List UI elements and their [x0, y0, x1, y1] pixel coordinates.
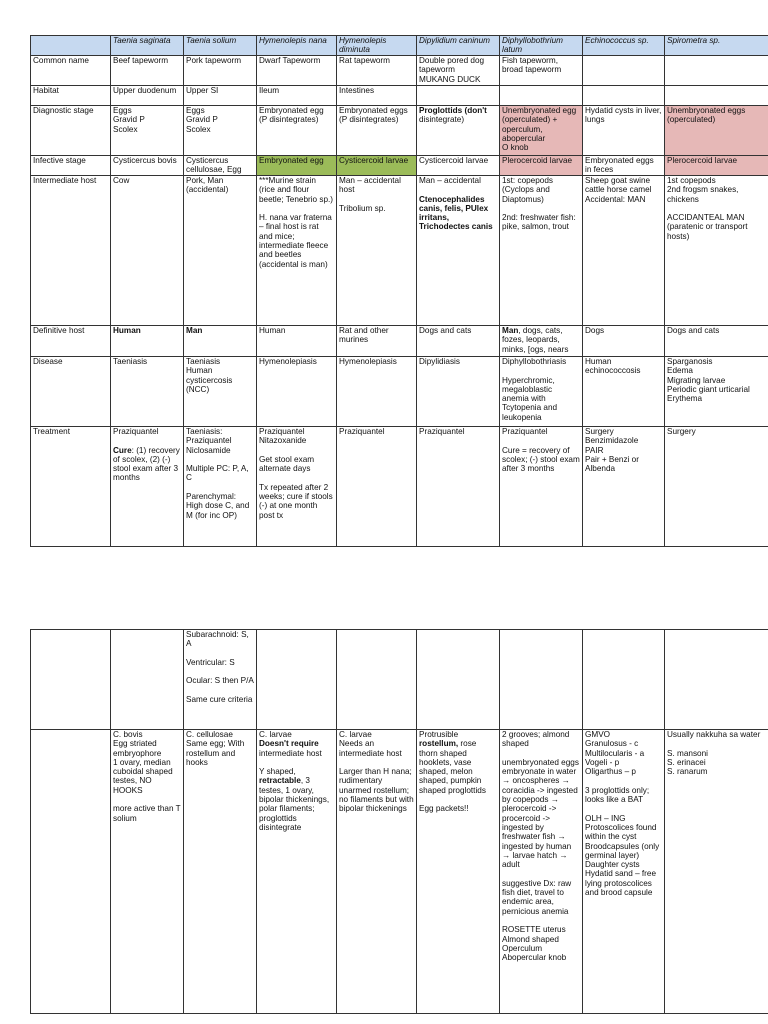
table-cell: Diphyllobothriasis Hyperchromic, megaloblastic anemia with Tcytopenia and leukopenia: [500, 357, 583, 427]
table-cell: Pork tapeworm: [184, 56, 257, 86]
table-cell: [500, 326, 583, 357]
table-cell: [417, 630, 500, 730]
cell-text: rose thorn shaped hooklets, vase shaped, melon shaped, pumpkin shaped proglottids Egg packets!!: [419, 739, 486, 814]
table-cell: C. bovis Egg striated embryophore 1 ovary, median cuboidal shaped testes, NO HOOKS more active than T solium: [111, 730, 184, 1014]
cell-text: intermediate host Y shaped,: [259, 748, 322, 777]
table-cell-highlight: Cysticercoid larvae: [337, 156, 417, 176]
row-label: Common name: [31, 56, 111, 86]
table-cell: Taeniasis Human cysticercosis (NCC): [184, 357, 257, 427]
table-cell: [500, 86, 583, 106]
table-cell-highlight: Plerocercoid larvae: [665, 156, 768, 176]
bold-text: Ctenocephalides canis, felis, PUlex irritans, Trichodectes canis: [419, 194, 493, 232]
table-cell: [111, 630, 184, 730]
table-cell: [665, 86, 768, 106]
table-cell: Praziquantel Cure = recovery of scolex; (-) stool exam after 3 months: [500, 427, 583, 547]
table-cell: Subarachnoid: S, A Ventricular: S Ocular: S then P/A Same cure criteria: [184, 630, 257, 730]
row-label: Habitat: [31, 86, 111, 106]
table-cell: [257, 630, 337, 730]
tapeworm-continuation-table: [30, 629, 768, 1014]
bold-text: Man: [502, 326, 519, 335]
row-disease: [31, 357, 768, 427]
table-cell: Sparganosis Edema Migrating larvae Periodic giant urticarial Erythema: [665, 357, 768, 427]
table-cell: [417, 106, 500, 156]
table-cell: Rat tapeworm: [337, 56, 417, 86]
cell-text: Praziquantel: [113, 427, 159, 436]
cell-text: Man – accidental: [419, 176, 481, 185]
table-cell: Praziquantel: [337, 427, 417, 547]
header-spirometra: Spirometra sp.: [665, 36, 768, 56]
cell-text: Protrusible: [419, 730, 459, 739]
table-cell: Hymenolepiasis: [257, 357, 337, 427]
table-cell-highlight: Plerocercoid larvae: [500, 156, 583, 176]
table-cell: Rat and other murines: [337, 326, 417, 357]
table-cell: Beef tapeworm: [111, 56, 184, 86]
continuation-row-2: [31, 730, 768, 1014]
table-cell: [665, 630, 768, 730]
table-cell: Pork, Man (accidental): [184, 176, 257, 326]
table-cell: [337, 630, 417, 730]
table-cell: Dogs and cats: [665, 326, 768, 357]
table-cell: Cysticercus cellulosae, Egg: [184, 156, 257, 176]
table-cell: [417, 730, 500, 1014]
cell-text: , dogs, cats, fozes, leopards, minks, [ogs, nears: [502, 326, 569, 354]
table-cell: [583, 86, 665, 106]
table-cell: [500, 630, 583, 730]
table-cell: [417, 86, 500, 106]
table-cell: Dogs: [583, 326, 665, 357]
header-hymenolepis-diminuta: Hymenolepis diminuta: [337, 36, 417, 56]
table-cell: C. larvae Needs an intermediate host Larger than H nana; rudimentary unarmed rostellum; no filaments but with bipolar thickenings: [337, 730, 417, 1014]
header-echinococcus: Echinococcus sp.: [583, 36, 665, 56]
row-diagnostic-stage: [31, 106, 768, 156]
tapeworm-comparison-table: [30, 35, 768, 547]
table-cell: 1st: copepods (Cyclops and Diaptomus) 2nd: freshwater fish: pike, salmon, trout: [500, 176, 583, 326]
header-row: [31, 36, 768, 56]
table-cell: Praziquantel: [417, 427, 500, 547]
table-cell: Human echinococcosis: [583, 357, 665, 427]
table-cell: 2 grooves; almond shaped unembryonated eggs embryonate in water → oncospheres → coracidia -> ingested by copepods → plerocercoid -> procercoid -> ingested by freshwater fish → ingested by human → larvae hatch → adult suggestive Dx: raw fish diet, travel to endemic area, pernicious anemia ROSETTE uterus Almond shaped Operculum Abopercular knob: [500, 730, 583, 1014]
table-cell: [31, 630, 111, 730]
table-cell: Human: [257, 326, 337, 357]
table-cell: [31, 730, 111, 1014]
table-cell: Usually nakkuha sa water S. mansoni S. erinacei S. ranarum: [665, 730, 768, 1014]
table-cell: Man: [184, 326, 257, 357]
table-cell: Embryonated eggs (P disintegrates): [337, 106, 417, 156]
table-cell: Double pored dog tapeworm MUKANG DUCK: [417, 56, 500, 86]
table-cell: Praziquantel Nitazoxanide Get stool exam alternate days Tx repeated after 2 weeks; cure if stools (-) at one month post tx: [257, 427, 337, 547]
row-label: Infective stage: [31, 156, 111, 176]
table-cell-highlight: Unembryonated egg (operculated) + operculum, abopercular O knob: [500, 106, 583, 156]
table-cell: Hymenolepiasis: [337, 357, 417, 427]
row-infective-stage: [31, 156, 768, 176]
table-cell: Dogs and cats: [417, 326, 500, 357]
header-hymenolepis-nana: Hymenolepis nana: [257, 36, 337, 56]
bold-text: rostellum,: [419, 739, 459, 749]
table-cell: Taeniasis: Praziquantel Niclosamide Multiple PC: P, A, C Parenchymal: High dose C, and M (for inc OP): [184, 427, 257, 547]
table-cell: Eggs Gravid P Scolex: [111, 106, 184, 156]
row-label: Intermediate host: [31, 176, 111, 326]
table-cell: [111, 427, 184, 547]
cell-text: disintegrate): [419, 115, 465, 125]
table-cell: [417, 176, 500, 326]
row-label: Diagnostic stage: [31, 106, 111, 156]
row-common-name: [31, 56, 768, 86]
table-cell: Embryonated eggs in feces: [583, 156, 665, 176]
table-cell: Upper SI: [184, 86, 257, 106]
table-cell: [665, 56, 768, 86]
header-dipylidium-caninum: Dipylidium caninum: [417, 36, 500, 56]
row-habitat: [31, 86, 768, 106]
row-label: Disease: [31, 357, 111, 427]
table-cell: Cow: [111, 176, 184, 326]
table-cell: Cysticercus bovis: [111, 156, 184, 176]
table-cell: Eggs Gravid P Scolex: [184, 106, 257, 156]
table-cell: Man – accidental host Tribolium sp.: [337, 176, 417, 326]
table-cell: [583, 630, 665, 730]
table-cell: Ileum: [257, 86, 337, 106]
table-cell: Sheep goat swine cattle horse camel Accidental: MAN: [583, 176, 665, 326]
row-treatment: [31, 427, 768, 547]
table-cell: Embryonated egg (P disintegrates): [257, 106, 337, 156]
table-cell: GMVO Granulosus - c Multilocularis - a Vogeli - p Oligarthus – p 3 proglottids only; looks like a BAT OLH – ING Protoscolices found within the cyst Broodcapsules (only germinal layer) Daughter cysts Hydatid sand – free lying protoscolices and brood capsule: [583, 730, 665, 1014]
cell-text: , 3 testes, 1 ovary, bipolar thickenings, polar filaments; proglottids disintegrate: [259, 776, 330, 832]
header-taenia-solium: Taenia solium: [184, 36, 257, 56]
header-taenia-saginata: Taenia saginata: [111, 36, 184, 56]
bold-text: Cure: [113, 445, 132, 455]
table-cell: Upper duodenum: [111, 86, 184, 106]
table-cell: Dwarf Tapeworm: [257, 56, 337, 86]
table-cell: 1st copepods 2nd frogsm snakes, chickens ACCIDANTEAL MAN (paratenic or transport hosts): [665, 176, 768, 326]
table-cell: Taeniasis: [111, 357, 184, 427]
header-diphyllobothrium-latum: Diphyllobothrium latum: [500, 36, 583, 56]
table-cell: Human: [111, 326, 184, 357]
table-cell: Fish tapeworm, broad tapeworm: [500, 56, 583, 86]
table-cell-highlight: Unembryonated eggs (operculated): [665, 106, 768, 156]
table-cell: ***Murine strain (rice and flour beetle; Tenebrio sp.) H. nana var fraterna – final host is rat and mice; intermediate fleece and beetles (accidental is man): [257, 176, 337, 326]
table-cell: [257, 730, 337, 1014]
table-cell: Cysticercoid larvae: [417, 156, 500, 176]
cell-text: C. larvae: [259, 730, 292, 739]
row-label: Definitive host: [31, 326, 111, 357]
table-cell: C. cellulosae Same egg; With rostellum and hooks: [184, 730, 257, 1014]
table-cell: Hydatid cysts in liver, lungs: [583, 106, 665, 156]
cell-text: : (1) recovery of scolex, (2) (-) stool exam after 3 months: [113, 445, 180, 483]
row-label: Treatment: [31, 427, 111, 547]
bold-text: retractable: [259, 776, 301, 786]
table-cell: Dipylidiasis: [417, 357, 500, 427]
bold-text: Proglottids (don't: [419, 106, 487, 115]
row-intermediate-host: [31, 176, 768, 326]
table-cell: [583, 56, 665, 86]
header-corner: [31, 36, 111, 56]
table-cell: Surgery Benzimidazole PAIR Pair + Benzi or Albenda: [583, 427, 665, 547]
row-definitive-host: [31, 326, 768, 357]
table-cell: Intestines: [337, 86, 417, 106]
table-cell-highlight: Embryonated egg: [257, 156, 337, 176]
table-cell: Surgery: [665, 427, 768, 547]
continuation-row-1: [31, 630, 768, 730]
bold-text: Doesn't require: [259, 739, 319, 749]
